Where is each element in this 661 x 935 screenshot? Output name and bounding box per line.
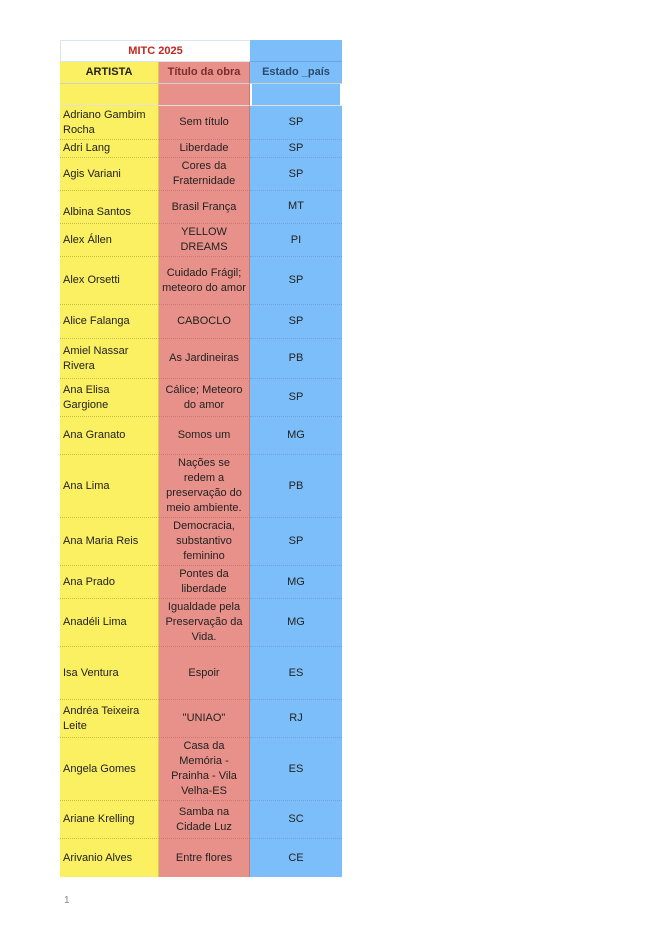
state-cell: SP [250, 305, 342, 339]
table-row [60, 106, 342, 140]
work-title-cell: Casa da Memória - Prainha - Vila Velha-ES [159, 738, 250, 801]
artist-cell: Amiel Nassar Rivera [60, 339, 159, 379]
state-cell: PB [250, 339, 342, 379]
work-title-cell: Somos um [159, 417, 250, 455]
artist-cell: Agis Variani [60, 158, 159, 191]
work-title-cell: Espoir [159, 647, 250, 700]
page-number: 1 [64, 895, 70, 906]
work-title-cell: CABOCLO [159, 305, 250, 339]
header-artist: ARTISTA [60, 62, 159, 84]
spreadsheet-table [60, 40, 342, 877]
table-header-row [60, 62, 342, 84]
table-row [60, 518, 342, 566]
artist-cell: Albina Santos [60, 191, 159, 224]
artist-cell: Adriano Gambim Rocha [60, 106, 159, 140]
work-title-cell: Sem título [159, 106, 250, 140]
artist-cell: Isa Ventura [60, 647, 159, 700]
table-title-row [60, 40, 342, 62]
state-cell: SP [250, 106, 342, 140]
empty-artist-cell [60, 84, 159, 106]
state-cell: ES [250, 647, 342, 700]
table-row [60, 801, 342, 839]
artist-cell: Anadéli Lima [60, 599, 159, 647]
state-cell: PI [250, 224, 342, 257]
header-state: Estado _país [250, 62, 342, 84]
table-row [60, 700, 342, 738]
artist-cell: Ana Lima [60, 455, 159, 518]
work-title-cell: Cálice; Meteoro do amor [159, 379, 250, 417]
table-row [60, 455, 342, 518]
state-cell: SP [250, 140, 342, 158]
work-title-cell: Brasil França [159, 191, 250, 224]
artist-cell: Ana Granato [60, 417, 159, 455]
state-cell: ES [250, 738, 342, 801]
artist-cell: Adri Lang [60, 140, 159, 158]
state-cell: MG [250, 417, 342, 455]
title-state-cell [250, 40, 342, 62]
table-row [60, 224, 342, 257]
table-row [60, 257, 342, 305]
table-row [60, 379, 342, 417]
table-row [60, 839, 342, 877]
table-row [60, 191, 342, 224]
artist-cell: Arivanio Alves [60, 839, 159, 877]
work-title-cell: "UNIAO" [159, 700, 250, 738]
state-cell: CE [250, 839, 342, 877]
table-row [60, 140, 342, 158]
table-row [60, 647, 342, 700]
table-row [60, 738, 342, 801]
state-cell: SP [250, 257, 342, 305]
table-row [60, 158, 342, 191]
artist-cell: Ana Elisa Gargione [60, 379, 159, 417]
artist-cell: Andréa Teixeira Leite [60, 700, 159, 738]
state-cell: MT [250, 191, 342, 224]
work-title-cell: Cores da Fraternidade [159, 158, 250, 191]
work-title-cell: Pontes da liberdade [159, 566, 250, 599]
artist-cell: Alex Állen [60, 224, 159, 257]
table-row [60, 305, 342, 339]
artist-cell: Ana Maria Reis [60, 518, 159, 566]
header-work-title: Título da obra [159, 62, 250, 84]
artist-cell: Alex Orsetti [60, 257, 159, 305]
state-cell: MG [250, 566, 342, 599]
state-cell: RJ [250, 700, 342, 738]
state-cell: SP [250, 518, 342, 566]
table-row [60, 599, 342, 647]
state-cell: SC [250, 801, 342, 839]
work-title-cell: Entre flores [159, 839, 250, 877]
state-cell: SP [250, 379, 342, 417]
empty-state-cell [250, 84, 342, 106]
empty-row [60, 84, 342, 106]
empty-title-cell [159, 84, 250, 106]
artist-cell: Angela Gomes [60, 738, 159, 801]
work-title-cell: Igualdade pela Preservação da Vida. [159, 599, 250, 647]
state-cell: PB [250, 455, 342, 518]
work-title-cell: As Jardineiras [159, 339, 250, 379]
work-title-cell: Democracia, substantivo feminino [159, 518, 250, 566]
work-title-cell: Cuidado Frágil; meteoro do amor [159, 257, 250, 305]
artist-cell: Ariane Krelling [60, 801, 159, 839]
work-title-cell: Nações se redem a preservação do meio ambiente. [159, 455, 250, 518]
work-title-cell: Liberdade [159, 140, 250, 158]
table-row [60, 566, 342, 599]
state-cell: SP [250, 158, 342, 191]
work-title-cell: YELLOW DREAMS [159, 224, 250, 257]
table-title: MITC 2025 [60, 40, 250, 62]
artist-cell: Ana Prado [60, 566, 159, 599]
artist-cell: Alice Falanga [60, 305, 159, 339]
table-row [60, 339, 342, 379]
table-row [60, 417, 342, 455]
state-cell: MG [250, 599, 342, 647]
work-title-cell: Samba na Cidade Luz [159, 801, 250, 839]
